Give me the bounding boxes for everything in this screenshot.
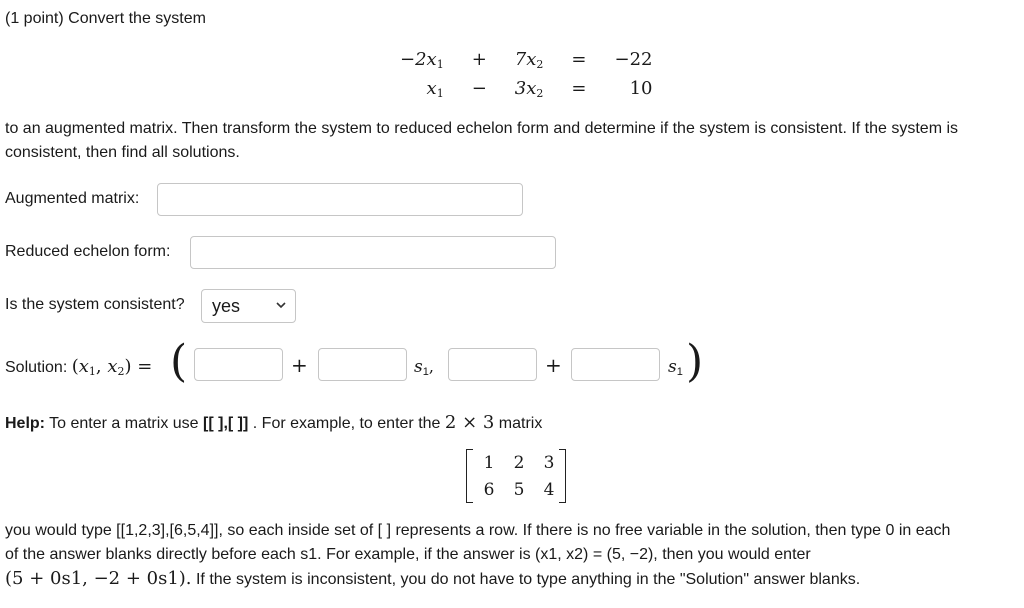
param-s1-2: $s_1$ [668, 357, 683, 378]
param-s1-1: $s_1$, [414, 357, 434, 378]
plus-sign-1: + [291, 353, 308, 377]
instructions-text: to an augmented matrix. Then transform the system to reduced echelon form and determine if the system is consistent. If the system is consistent, then find all solutions. [5, 120, 959, 161]
help-line: Help: To enter a matrix use [[ ],[ ]] . For example, to enter the 2 × 3 matrix [5, 412, 543, 433]
solution-label: Solution: ($x_1$, $x_2$) = [5, 356, 153, 378]
solution-blank-4[interactable] [571, 348, 660, 381]
plus-sign-2: + [545, 353, 562, 377]
left-paren: ( [170, 336, 188, 387]
example-matrix: 1 2 3 6 5 4 [466, 449, 566, 502]
equation-row-2: $x_1$ − $3x_2$ = 10 [426, 77, 653, 100]
solution-blank-2[interactable] [318, 348, 407, 381]
consistent-select-value: yes [212, 296, 241, 316]
reduced-echelon-label: Reduced echelon form: [5, 243, 171, 260]
reduced-echelon-input[interactable] [190, 236, 556, 269]
problem-header: (1 point) Convert the system [5, 10, 206, 27]
equation-system [386, 45, 666, 103]
right-paren: ) [686, 336, 704, 387]
equation-row-1: $-2x_1$ + $7x_2$ = −22 [400, 48, 653, 71]
consistent-select[interactable] [201, 289, 296, 323]
solution-blank-1[interactable] [194, 348, 283, 381]
augmented-matrix-label: Augmented matrix: [5, 190, 140, 207]
consistent-label: Is the system consistent? [5, 296, 185, 313]
help-paragraph: you would type [[1,2,3],[6,5,4]], so each inside set of [ ] represents a row. If there is no free variable in the solution, then type 0 in each of the answer blanks directly before each s1. For example, if the answer is (x1, x2) = (5, −2), then you would enter (5 + 0s1, −2 + 0s1). If the system is inconsistent, you do not have to type anything in the "Solution" answer blanks. [5, 522, 951, 589]
solution-blank-3[interactable] [448, 348, 537, 381]
chevron-down-icon [275, 290, 287, 332]
augmented-matrix-input[interactable] [157, 183, 523, 216]
